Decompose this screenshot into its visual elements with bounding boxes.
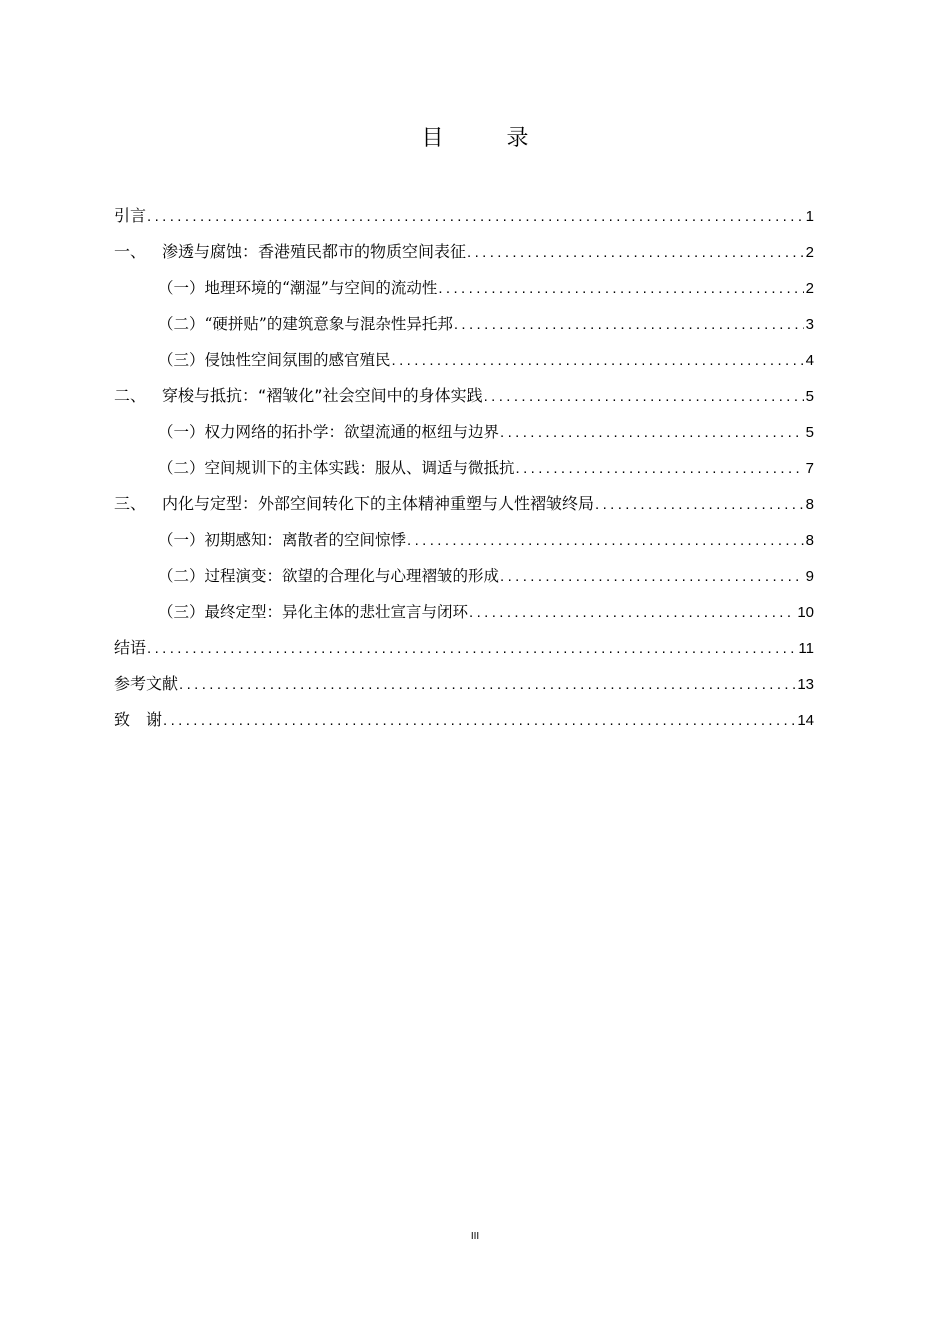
toc-entry[interactable] bbox=[114, 630, 814, 666]
toc-entry-title: 内化与定型：外部空间转化下的主体精神重塑与人性褶皱终局 bbox=[162, 494, 595, 513]
toc-dot-leader bbox=[500, 415, 804, 451]
toc-entry[interactable] bbox=[114, 378, 814, 414]
toc-entry[interactable] bbox=[114, 558, 814, 594]
toc-entry-page: 8 bbox=[805, 532, 814, 549]
toc-entry-page: 4 bbox=[805, 352, 814, 369]
toc-dot-leader bbox=[407, 523, 804, 559]
toc-entry-title: （一）地理环境的“潮湿”与空间的流动性 bbox=[158, 279, 438, 297]
toc-entry[interactable] bbox=[114, 450, 814, 486]
toc-entry[interactable] bbox=[114, 594, 814, 630]
toc-dot-leader bbox=[500, 559, 804, 595]
toc-dot-leader bbox=[469, 595, 795, 631]
toc-entry-number: 一、 bbox=[114, 242, 147, 261]
toc-dot-leader bbox=[147, 631, 796, 667]
toc-entry-title: （二）“硬拼贴”的建筑意象与混杂性异托邦 bbox=[158, 315, 453, 333]
toc-entry-page: 3 bbox=[805, 316, 814, 333]
toc-entry-number: 二、 bbox=[114, 386, 147, 405]
toc-entry-title: （二）空间规训下的主体实践：服从、调适与微抵抗 bbox=[158, 459, 515, 477]
toc-entry-title: 参考文献 bbox=[114, 674, 179, 693]
toc-entry-title: 结语 bbox=[114, 638, 147, 657]
toc-dot-leader bbox=[516, 451, 804, 487]
toc-entry[interactable] bbox=[114, 270, 814, 306]
toc-entry-number: 三、 bbox=[114, 494, 147, 513]
toc-entry-page: 13 bbox=[797, 676, 814, 693]
toc-entry-page: 14 bbox=[797, 712, 814, 729]
toc-entry[interactable] bbox=[114, 414, 814, 450]
toc-entry-page: 1 bbox=[805, 208, 814, 225]
toc-entry-page: 2 bbox=[805, 244, 814, 261]
toc-dot-leader bbox=[179, 667, 795, 703]
toc-entry[interactable] bbox=[114, 522, 814, 558]
page-title: 目 录 bbox=[421, 126, 557, 151]
toc-entry-page: 2 bbox=[805, 280, 814, 297]
toc-dot-leader bbox=[484, 379, 804, 415]
toc-entry-page: 7 bbox=[805, 460, 814, 477]
toc-dot-leader bbox=[595, 487, 804, 523]
toc-entry[interactable] bbox=[114, 342, 814, 378]
toc-entry[interactable] bbox=[114, 702, 814, 738]
toc-entry-title: （一）权力网络的拓扑学：欲望流通的枢纽与边界 bbox=[158, 423, 500, 441]
toc-entry[interactable] bbox=[114, 234, 814, 270]
toc-dot-leader bbox=[467, 235, 804, 271]
toc-entry-title: （二）过程演变：欲望的合理化与心理褶皱的形成 bbox=[158, 567, 500, 585]
toc-dot-leader bbox=[438, 271, 803, 307]
toc-entry[interactable] bbox=[114, 306, 814, 342]
table-of-contents bbox=[114, 198, 814, 738]
toc-entry-title: 致 谢 bbox=[114, 710, 163, 729]
toc-entry-page: 10 bbox=[797, 604, 814, 621]
toc-entry-page: 5 bbox=[805, 424, 814, 441]
toc-entry-title: 渗透与腐蚀：香港殖民都市的物质空间表征 bbox=[162, 242, 467, 261]
toc-entry-title: 穿梭与抵抗：“褶皱化”社会空间中的身体实践 bbox=[162, 386, 483, 405]
toc-entry-title: （三）侵蚀性空间氛围的感官殖民 bbox=[158, 351, 391, 369]
toc-entry[interactable] bbox=[114, 666, 814, 702]
toc-entry-page: 5 bbox=[805, 388, 814, 405]
toc-entry-title: （三）最终定型：异化主体的悲壮宣言与闭环 bbox=[158, 603, 469, 621]
toc-entry-page: 9 bbox=[805, 568, 814, 585]
toc-entry-page: 8 bbox=[805, 496, 814, 513]
page-number: III bbox=[470, 1231, 480, 1242]
toc-dot-leader bbox=[147, 199, 804, 235]
toc-dot-leader bbox=[454, 307, 804, 343]
toc-entry[interactable] bbox=[114, 486, 814, 522]
toc-entry-title: 引言 bbox=[114, 206, 147, 225]
toc-entry-title: （一）初期感知：离散者的空间惊悸 bbox=[158, 531, 407, 549]
toc-entry[interactable] bbox=[114, 198, 814, 234]
toc-dot-leader bbox=[163, 703, 795, 739]
toc-entry-page: 11 bbox=[798, 640, 814, 657]
toc-dot-leader bbox=[392, 343, 804, 379]
